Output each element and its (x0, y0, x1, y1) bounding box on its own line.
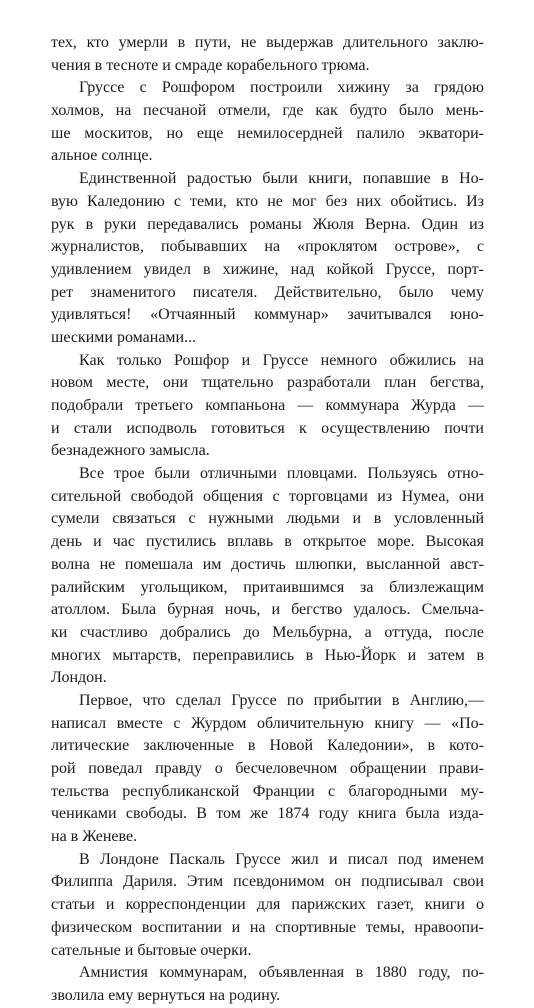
text-line: Все трое были отличными пловцами. Пользуясь отно- (79, 465, 484, 483)
text-line: многих мытарств, переправились в Нью-Йорк и затем в (51, 646, 484, 664)
body-text (51, 32, 484, 1008)
text-line: Филиппа Дариля. Этим псевдонимом он подписывал свои (51, 873, 484, 891)
text-line: Амнистия коммунарам, объявленная в 1880 году, по- (79, 964, 484, 982)
text-line: сительной свободой общения с торговцами из Нумеа, они (51, 487, 484, 505)
text-line: Первое, что сделал Груссе по прибытии в Англию,— (79, 691, 484, 709)
text-line: статьи и корреспонденции для парижских газет, книги о (51, 896, 484, 914)
text-line: атоллом. Была бурная ночь, и бегство удалось. Смельча- (51, 601, 484, 619)
text-line: чениками свободы. В том же 1874 году книга была изда- (51, 805, 484, 823)
text-line: тельства республиканской Франции с благородными му- (51, 782, 484, 800)
text-line: шескими романами... (51, 328, 197, 346)
text-line: сательные и бытовые очерки. (51, 941, 252, 959)
text-line: вую Каледонию с теми, кто не мог без них обойтись. Из (51, 192, 484, 210)
text-line: Лондон. (51, 669, 107, 687)
text-line: тех, кто умерли в пути, не выдержав длительного заклю- (51, 34, 484, 51)
text-line: рет знаменитого писателя. Действительно, было чему (51, 283, 484, 301)
text-line: ралийским угольщиком, притаившимся за близлежащим (51, 578, 484, 596)
text-line: зволила ему вернуться на родину. (51, 986, 281, 1004)
text-line: Как только Рошфор и Груссе немного обжились на (79, 351, 484, 369)
text-line: Единственной радостью были книги, попавшие в Но- (79, 170, 484, 188)
text-line: холмов, на песчаной отмели, где как будто было мень- (51, 102, 484, 120)
text-line: удивлением увидел в хижине, над койкой Груссе, порт- (51, 260, 484, 278)
text-line: безнадежного замысла. (51, 442, 210, 460)
text-line: журналистов, побывавших на «проклятом острове», с (51, 238, 484, 256)
text-line: ше москитов, но еще немилосердней палило экватори- (51, 124, 484, 142)
text-line: рой поведал правду о бесчеловечном обращении прави- (51, 760, 484, 777)
text-line: удивляться! «Отчаянный коммунар» зачитывался юно- (51, 306, 484, 324)
text-line: физическом воспитании и на спортивные темы, нравоопи- (51, 918, 484, 936)
text-line: новом месте, они тщательно разработали план бегства, (51, 374, 484, 392)
text-line: написал вместе с Журдом обличительную книгу — «По- (51, 714, 484, 732)
text-line: сумели связаться с нужными людьми и в условленный (51, 510, 484, 528)
text-line: день и час пустились вплавь в открытое море. Высокая (51, 533, 484, 551)
text-line: литические заключенные в Новой Каледонии», в кото- (51, 737, 484, 755)
text-line: Груссе с Рошфором построили хижину за грядою (79, 79, 484, 97)
text-line: ки счастливо добрались до Мельбурна, а оттуда, после (51, 623, 484, 641)
text-line: альное солнце. (51, 147, 153, 165)
text-line: на в Женеве. (51, 828, 138, 846)
text-line: чения в тесноте и смраде корабельного трюма. (51, 56, 370, 74)
text-line: и стали исподволь готовиться к осуществлению почти (51, 419, 484, 437)
text-line: рук в руки передавались романы Жюля Верна. Один из (51, 215, 484, 233)
text-line: В Лондоне Паскаль Груссе жил и писал под именем (79, 850, 484, 868)
text-line: волна не помешала им достичь шлюпки, высланной авст- (51, 555, 484, 573)
text-line: подобрали третьего компаньона — коммунара Журда — (51, 397, 484, 414)
